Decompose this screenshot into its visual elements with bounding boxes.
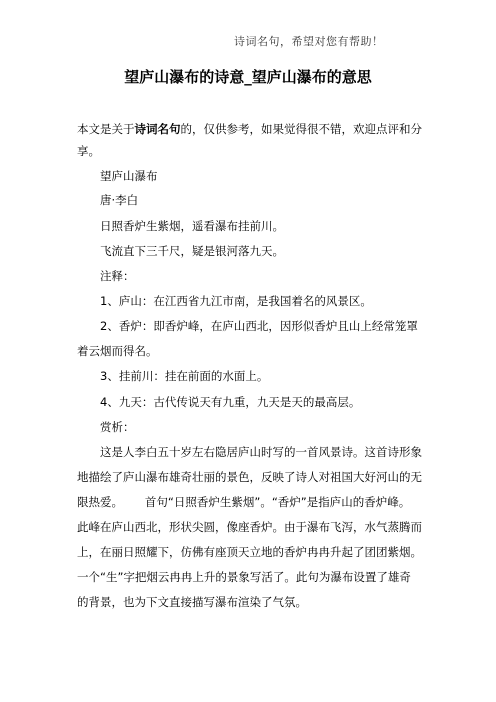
page-title: 望庐山瀑布的诗意_望庐山瀑布的意思 <box>124 68 372 86</box>
poem-line-2: 飞流直下三千尺，疑是银河落九天。 <box>100 244 284 258</box>
intro-text-pre: 本文是关于 <box>77 122 135 136</box>
note-1: 1、庐山：在江西省九江市南，是我国着名的风景区。 <box>100 294 372 308</box>
note-2-line-1: 2、香炉：即香炉峰，在庐山西北，因形似香炉且山上经常笼罩 <box>100 319 418 333</box>
appreciation-line-6: 一个“生”字把烟云冉冉上升的景象写活了。此句为瀑布设置了雄奇 <box>77 570 411 584</box>
note-3: 3、挂前川：挂在前面的水面上。 <box>100 369 269 383</box>
poem-title: 望庐山瀑布 <box>100 169 158 183</box>
poem-author: 唐·李白 <box>100 193 139 207</box>
appreciation-line-3: 限热爱。 首句“日照香炉生紫烟”。“香炉”是指庐山的香炉峰。 <box>77 495 411 509</box>
intro-line-1 <box>77 121 422 137</box>
appreciation-line-5: 上，在丽日照耀下，仿佛有座顶天立地的香炉冉冉升起了团团紫烟。 <box>77 545 422 559</box>
appreciation-line-2: 地描绘了庐山瀑布雄奇壮丽的景色，反映了诗人对祖国大好河山的无 <box>77 470 422 484</box>
appreciation-heading: 赏析： <box>100 420 135 434</box>
intro-keyword: 诗词名句 <box>134 122 181 136</box>
note-4: 4、九天：古代传说天有九重，九天是天的最高层。 <box>100 395 361 409</box>
intro-line-2: 享。 <box>77 144 100 158</box>
note-2-line-2: 着云烟而得名。 <box>77 344 158 358</box>
poem-line-1: 日照香炉生紫烟，遥看瀑布挂前川。 <box>100 219 284 233</box>
appreciation-line-1: 这是人李白五十岁左右隐居庐山时写的一首风景诗。这首诗形象 <box>100 445 422 459</box>
appreciation-line-7: 的背景，也为下文直接描写瀑布渲染了气氛。 <box>77 595 307 609</box>
intro-text-post: 的，仅供参考，如果觉得很不错，欢迎点评和分 <box>180 122 422 136</box>
appreciation-line-4: 此峰在庐山西北，形状尖圆，像座香炉。由于瀑布飞泻，水气蒸腾而 <box>77 520 422 534</box>
notes-heading: 注释： <box>100 269 135 283</box>
page-header: 诗词名句，希望对您有帮助！ <box>234 35 384 48</box>
